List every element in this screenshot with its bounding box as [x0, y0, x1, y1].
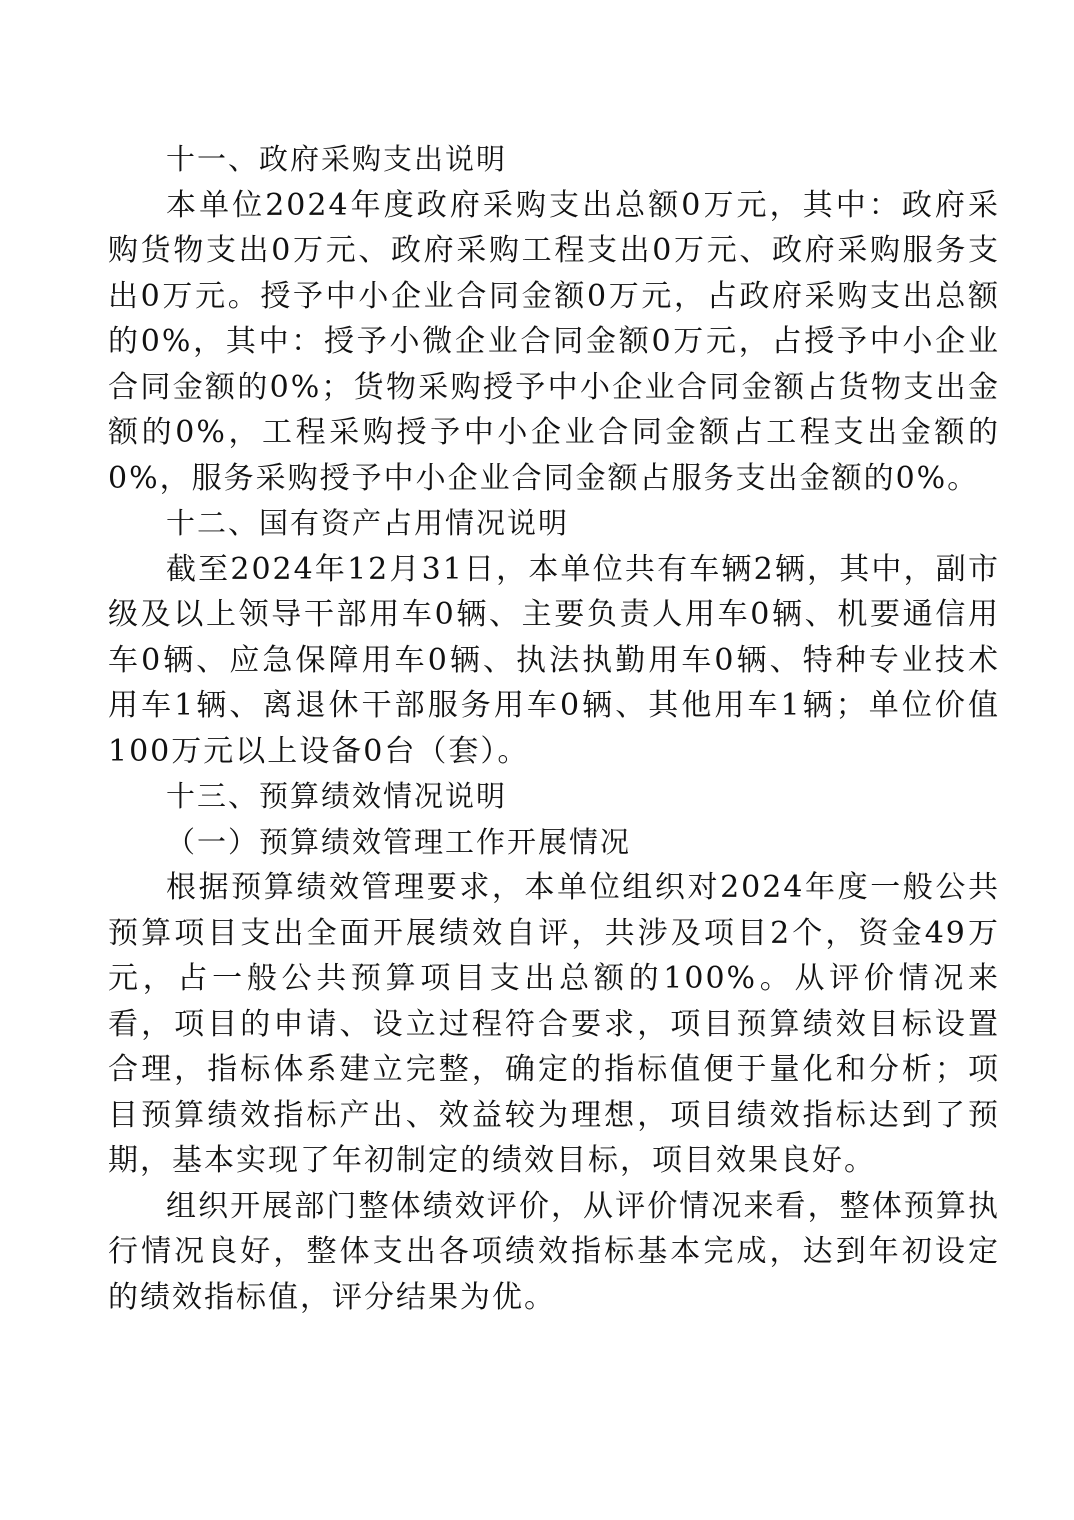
- section-heading: 十二、国有资产占用情况说明: [166, 506, 570, 540]
- paragraph: 截至2024年12月31日，本单位共有车辆2辆，其中，副市级及以上领导干部用车0辆、主要负责人用车0辆、机要通信用车0辆、应急保障用车0辆、执法执勤用车0辆、特种专业技术用车1辆、离退休干部服务用车0辆、其他用车1辆；单位价值100万元以上设备0台（套）。: [108, 551, 1000, 769]
- document-body: [108, 137, 1000, 1320]
- section-state-assets: [108, 501, 1000, 774]
- section-heading: 十三、预算绩效情况说明: [166, 779, 508, 813]
- paragraph: 根据预算绩效管理要求，本单位组织对2024年度一般公共预算项目支出全面开展绩效自评，共涉及项目2个，资金49万元，占一般公共预算项目支出总额的100%。从评价情况来看，项目的申请、设立过程符合要求，项目预算绩效目标设置合理，指标体系建立完整，确定的指标值便于量化和分析；项目预算绩效指标产出、效益较为理想，项目绩效指标达到了预期，基本实现了年初制定的绩效目标，项目效果良好。: [108, 870, 1000, 1178]
- paragraph: 组织开展部门整体绩效评价，从评价情况来看，整体预算执行情况良好，整体支出各项绩效指标基本完成，达到年初设定的绩效指标值，评分结果为优。: [108, 1188, 1000, 1315]
- paragraph: 本单位2024年度政府采购支出总额0万元，其中：政府采购货物支出0万元、政府采购工程支出0万元、政府采购服务支出0万元。授予中小企业合同金额0万元，占政府采购支出总额的0%，其中：授予小微企业合同金额0万元，占授予中小企业合同金额的0%；货物采购授予中小企业合同金额占货物支出金额的0%，工程采购授予中小企业合同金额占工程支出金额的0%，服务采购授予中小企业合同金额占服务支出金额的0%。: [108, 187, 1000, 496]
- section-government-procurement: [108, 137, 1000, 501]
- subsection-heading: （一）预算绩效管理工作开展情况: [166, 824, 632, 859]
- section-budget-performance: [108, 774, 1000, 1320]
- section-heading: 十一、政府采购支出说明: [166, 142, 508, 176]
